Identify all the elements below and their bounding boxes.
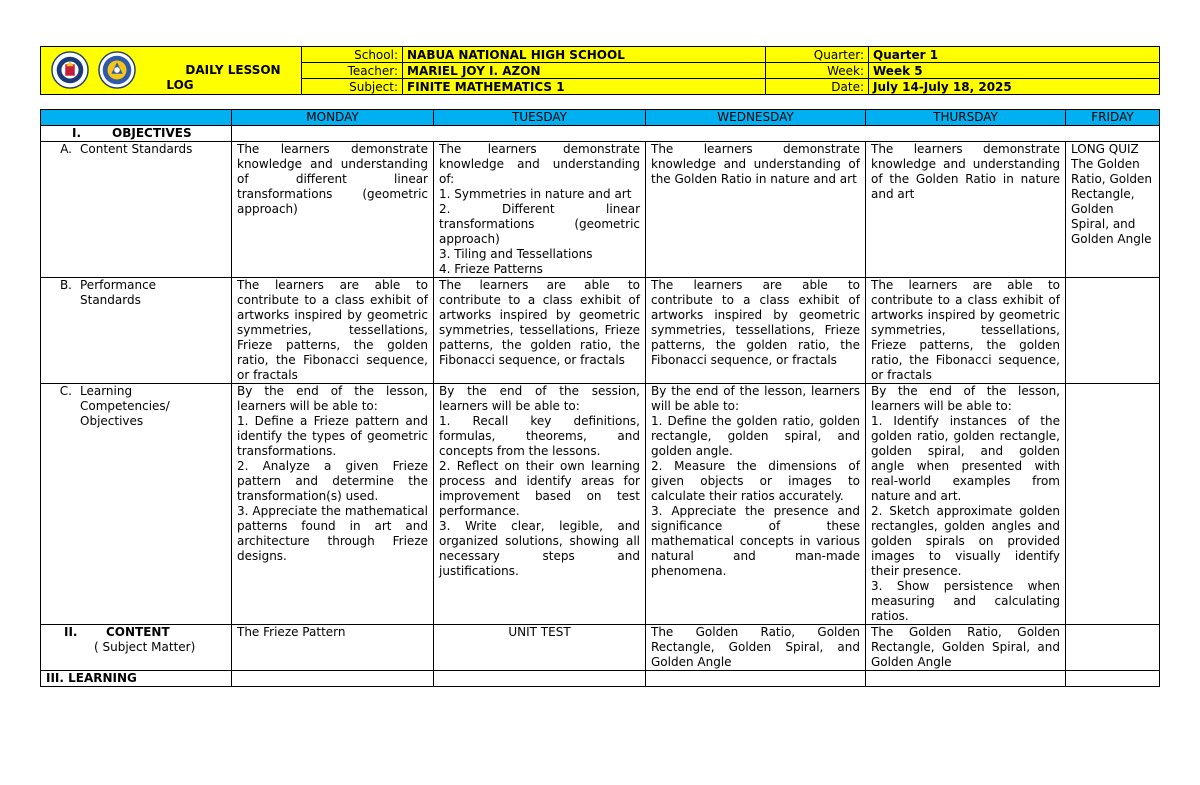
day-header-tuesday: TUESDAY — [434, 110, 646, 126]
performance-standards-tuesday: The learners are able to contribute to a class exhibit of artworks inspired by geometric symmetries, tessellations, Frieze patterns, the golden ratio, the Fibonacci sequence, or fractals — [434, 278, 646, 384]
objectives-heading-blank — [232, 126, 1160, 142]
content-thursday: The Golden Ratio, Golden Rectangle, Golden Spiral, and Golden Angle — [866, 625, 1066, 671]
day-header-blank — [41, 110, 232, 126]
header-logo-cell — [41, 47, 302, 95]
content-standards-monday: The learners demonstrate knowledge and understanding of different linear transformations (geometric approach) — [232, 142, 434, 278]
cs-friday-text: The Golden Ratio, Golden Rectangle, Golden Spiral, and Golden Angle — [1071, 157, 1153, 246]
cs-tuesday-item: 1. Symmetries in nature and art — [439, 187, 632, 201]
learning-competencies-monday — [232, 384, 434, 625]
performance-standards-wednesday: The learners are able to contribute to a class exhibit of artworks inspired by geometric symmetries, tessellations, Frieze patterns, the golden ratio, the Fibonacci sequence, or fractals — [646, 278, 866, 384]
lc-monday-intro: By the end of the lesson, learners will be able to: — [237, 384, 428, 413]
cs-tuesday-item: 4. Frieze Patterns — [439, 262, 543, 276]
teacher-value: MARIEL JOY I. AZON — [403, 63, 766, 79]
day-header-row — [41, 110, 1160, 126]
performance-standards-label — [41, 278, 232, 384]
learning-competencies-wednesday — [646, 384, 866, 625]
objectives-num: I. — [72, 126, 82, 140]
lc-monday-item: 1. Define a Frieze pattern and identify the types of geometric transformations. — [237, 414, 428, 458]
learning-competencies-row — [41, 384, 1160, 625]
content-standards-tuesday — [434, 142, 646, 278]
content-standards-thursday: The learners demonstrate knowledge and understanding of the Golden Ratio in nature and art — [866, 142, 1066, 278]
learning-friday — [1066, 671, 1160, 687]
content-friday — [1066, 625, 1160, 671]
content-row — [41, 625, 1160, 671]
week-value: Week 5 — [869, 63, 1160, 79]
cs-tuesday-intro: The learners demonstrate knowledge and understanding of: — [439, 142, 640, 186]
learning-heading: III. LEARNING — [41, 671, 232, 687]
learning-monday — [232, 671, 434, 687]
lc-tuesday-item: 3. Write clear, legible, and organized solutions, showing all necessary steps and justifications. — [439, 519, 640, 578]
content-standards-label — [41, 142, 232, 278]
learning-competencies-friday — [1066, 384, 1160, 625]
learning-competencies-label — [41, 384, 232, 625]
lc-thursday-item: 3. Show persistence when measuring and calculating ratios. — [871, 579, 1060, 623]
school-label: School: — [302, 47, 403, 63]
school-value: NABUA NATIONAL HIGH SCHOOL — [403, 47, 766, 63]
lc-wednesday-item: 3. Appreciate the presence and significance of these mathematical concepts in various natural and man-made phenomena. — [651, 504, 860, 578]
lc-tuesday-item: 1. Recall key definitions, formulas, theorems, and concepts from the lessons. — [439, 414, 640, 458]
dll-title-line2: LOG — [166, 78, 194, 92]
lc-monday-item: 2. Analyze a given Frieze pattern and determine the transformation(s) used. — [237, 459, 428, 503]
learning-competencies-text-2: Competencies/ — [80, 399, 170, 413]
subject-label: Subject: — [302, 79, 403, 95]
day-header-monday: MONDAY — [232, 110, 434, 126]
lc-tuesday-item: 2. Reflect on their own learning process and identify areas for improvement based on test performance. — [439, 459, 640, 518]
cs-tuesday-item: 2. Different linear transformations (geometric approach) — [439, 202, 640, 246]
content-label — [41, 625, 232, 671]
learning-competencies-letter: C. — [59, 384, 72, 398]
header-table — [40, 46, 1160, 95]
content-tuesday: UNIT TEST — [434, 625, 646, 671]
performance-standards-thursday: The learners are able to contribute to a class exhibit of artworks inspired by geometric symmetries, tessellations, Frieze patterns, the golden ratio, the Fibonacci sequence, or fractals — [866, 278, 1066, 384]
lc-monday-item: 3. Appreciate the mathematical patterns found in art and architecture through Frieze designs. — [237, 504, 428, 563]
lesson-table — [40, 109, 1160, 687]
day-header-wednesday: WEDNESDAY — [646, 110, 866, 126]
date-value: July 14-July 18, 2025 — [869, 79, 1160, 95]
learning-row — [41, 671, 1160, 687]
quarter-label: Quarter: — [766, 47, 869, 63]
performance-standards-letter: B. — [59, 278, 72, 292]
content-standards-text: Content Standards — [80, 142, 193, 156]
day-header-thursday: THURSDAY — [866, 110, 1066, 126]
content-standards-row — [41, 142, 1160, 278]
cs-tuesday-item: 3. Tiling and Tessellations — [439, 247, 593, 261]
performance-standards-text-1: Performance — [80, 278, 157, 292]
date-label: Date: — [766, 79, 869, 95]
lc-tuesday-intro: By the end of the session, learners will be able to: — [439, 384, 640, 413]
content-wednesday: The Golden Ratio, Golden Rectangle, Golden Spiral, and Golden Angle — [646, 625, 866, 671]
learning-competencies-thursday — [866, 384, 1066, 625]
content-title: CONTENT — [106, 625, 170, 639]
learning-competencies-tuesday — [434, 384, 646, 625]
content-standards-friday — [1066, 142, 1160, 278]
content-monday: The Frieze Pattern — [232, 625, 434, 671]
objectives-heading-row — [41, 126, 1160, 142]
school-seal-icon — [98, 51, 136, 89]
content-standards-wednesday: The learners demonstrate knowledge and understanding of the Golden Ratio in nature and art — [646, 142, 866, 278]
performance-standards-monday: The learners are able to contribute to a class exhibit of artworks inspired by geometric symmetries, tessellations, Frieze patterns, the golden ratio, the Fibonacci sequence, or fractals — [232, 278, 434, 384]
learning-thursday — [866, 671, 1066, 687]
objectives-heading — [41, 126, 232, 142]
learning-competencies-text-1: Learning — [80, 384, 133, 398]
lc-thursday-item: 1. Identify instances of the golden ratio, golden rectangle, golden spiral, and golden angle when presented with real-world examples from nature and art. — [871, 414, 1060, 503]
lc-thursday-item: 2. Sketch approximate golden rectangles, golden angles and golden spirals on provided images to visually identify their presence. — [871, 504, 1060, 578]
dll-title-line1: DAILY LESSON — [185, 63, 281, 77]
teacher-label: Teacher: — [302, 63, 403, 79]
learning-competencies-text-3: Objectives — [80, 414, 144, 428]
performance-standards-row — [41, 278, 1160, 384]
cs-friday-title: LONG QUIZ — [1071, 142, 1139, 156]
deped-seal-icon — [51, 51, 89, 89]
quarter-value: Quarter 1 — [869, 47, 1160, 63]
week-label: Week: — [766, 63, 869, 79]
subject-value: FINITE MATHEMATICS 1 — [403, 79, 766, 95]
lc-wednesday-intro: By the end of the lesson, learners will be able to: — [651, 384, 860, 413]
day-header-friday: FRIDAY — [1066, 110, 1160, 126]
learning-tuesday — [434, 671, 646, 687]
lc-wednesday-item: 1. Define the golden ratio, golden rectangle, golden spiral, and golden angle. — [651, 414, 860, 458]
learning-wednesday — [646, 671, 866, 687]
objectives-title: OBJECTIVES — [112, 126, 192, 140]
lc-wednesday-item: 2. Measure the dimensions of given objects or images to calculate their ratios accurately. — [651, 459, 860, 503]
content-sub: ( Subject Matter) — [94, 640, 196, 654]
lc-thursday-intro: By the end of the lesson, learners will be able to: — [871, 384, 1060, 413]
content-standards-letter: A. — [60, 142, 72, 156]
performance-standards-friday — [1066, 278, 1160, 384]
performance-standards-text-2: Standards — [80, 293, 141, 307]
content-num: II. — [64, 625, 78, 639]
